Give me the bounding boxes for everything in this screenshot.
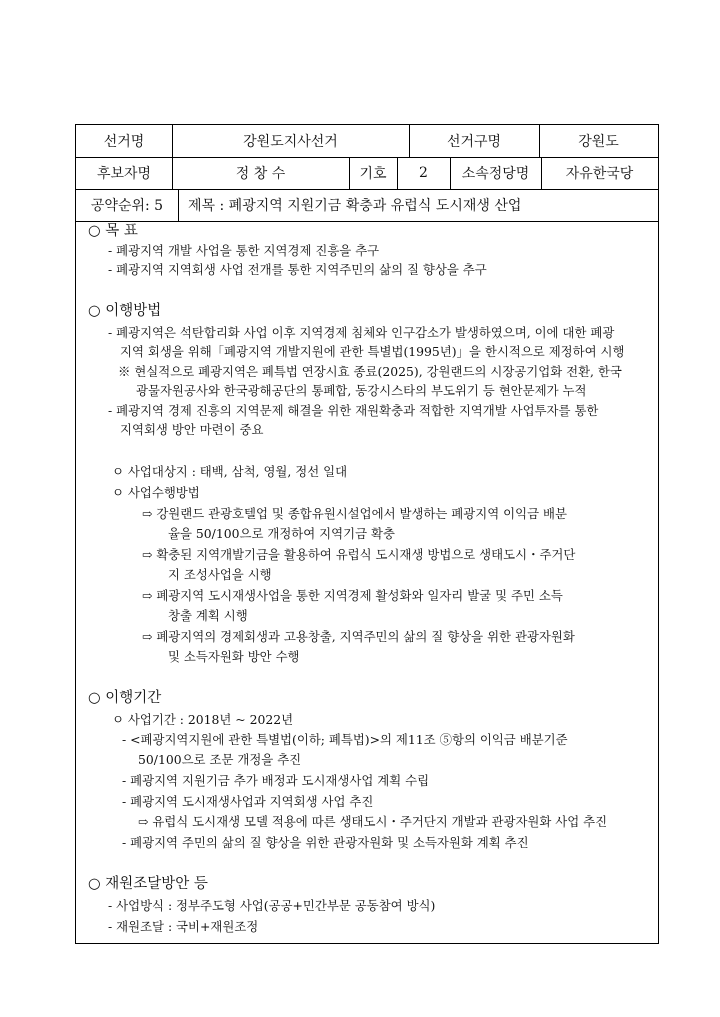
party-value: 자유한국당 — [565, 166, 634, 182]
section-goal-heading: ○ 목 표 — [88, 223, 138, 239]
execution-item-cont: 율을 50/100으로 개정하여 지역기금 확충 — [168, 526, 395, 541]
target-area: ㅇ 사업대상지 : 태백, 삼척, 영월, 정선 일대 — [112, 464, 348, 479]
candidate-label: 후보자명 — [96, 166, 152, 182]
pledge-order: 공약순위: 5 — [90, 198, 164, 214]
candidate-value: 정 창 수 — [235, 166, 286, 182]
execution-item-cont: 및 소득자원화 방안 수행 — [168, 649, 300, 664]
district-value: 강원도 — [578, 134, 619, 150]
period-range: ㅇ 사업기간 : 2018년 ~ 2022년 — [112, 712, 294, 727]
execution-item-cont: 지 조성사업을 시행 — [168, 567, 272, 582]
election-label: 선거명 — [103, 134, 145, 150]
execution-item: ⇨ 폐광지역 도시재생사업을 통한 지역경제 활성화와 일자리 발굴 및 주민 소득 — [142, 588, 563, 603]
execution-item: ⇨ 강원랜드 관광호텔업 및 종합유원시설업에서 발생하는 폐광지역 이익금 배분 — [142, 506, 567, 521]
number-value: 2 — [419, 165, 428, 181]
method-note: ※ 현실적으로 폐광지역은 폐특법 연장시효 종료(2025), 강원랜드의 시장공기업화 전환, 한국 — [118, 364, 622, 379]
method-item-cont: 지역회생 방안 마련이 중요 — [120, 422, 264, 437]
method-item: - 폐광지역은 석탄합리화 사업 이후 지역경제 침체와 인구감소가 발생하였으며, 이에 대한 폐광 — [108, 325, 615, 340]
period-subitem: ⇨ 유럽식 도시재생 모델 적용에 따른 생태도시・주거단지 개발과 관광자원화 사업 추진 — [138, 814, 608, 829]
pledge-document — [75, 124, 659, 944]
execution-method-heading: ㅇ 사업수행방법 — [112, 485, 200, 500]
funding-item: - 사업방식 : 정부주도형 사업(공공+민간부문 공동참여 방식) — [108, 898, 436, 913]
goal-item: - 폐광지역 지역회생 사업 전개를 통한 지역주민의 삶의 질 향상을 추구 — [108, 262, 487, 277]
header-row-1 — [76, 125, 658, 158]
party-label: 소속정당명 — [461, 166, 530, 182]
header-row-2 — [76, 157, 658, 190]
period-item: - 폐광지역 도시재생사업과 지역회생 사업 추진 — [122, 794, 374, 809]
period-item: - 폐광지역 주민의 삶의 질 향상을 위한 관광자원화 및 소득자원화 계획 추진 — [122, 835, 529, 850]
election-value: 강원도지사선거 — [243, 134, 338, 150]
section-method-heading: ○ 이행방법 — [88, 303, 162, 319]
method-item: - 폐광지역 경제 진흥의 지역문제 해결을 위한 재원확충과 적합한 지역개발 사업투자를 통한 — [108, 403, 599, 418]
method-item-cont: 지역 회생을 위해「폐광지역 개발지원에 관한 특별법(1995년)」을 한시적으로 제정하여 시행 — [120, 344, 625, 359]
goal-item: - 폐광지역 개발 사업을 통한 지역경제 진흥을 추구 — [108, 243, 380, 258]
section-funding-heading: ○ 재원조달방안 등 — [88, 876, 208, 892]
execution-item-cont: 창출 계획 시행 — [168, 608, 248, 623]
pledge-body — [76, 221, 658, 943]
section-period-heading: ○ 이행기간 — [88, 690, 162, 706]
period-item-cont: 50/100으로 조문 개정을 추진 — [138, 752, 302, 767]
district-label: 선거구명 — [446, 134, 502, 150]
period-item: - <폐광지역지원에 관한 특별법(이하; 폐특법)>의 제11조 ⑤항의 이익금 배분기준 — [122, 732, 568, 747]
execution-item: ⇨ 확충된 지역개발기금을 활용하여 유럽식 도시재생 방법으로 생태도시・주거단 — [142, 547, 576, 562]
execution-item: ⇨ 폐광지역의 경제회생과 고용창출, 지역주민의 삶의 질 향상을 위한 관광자원화 — [142, 629, 575, 644]
pledge-title: 제목 : 폐광지역 지원기금 확충과 유럽식 도시재생 산업 — [188, 198, 522, 214]
method-note-cont: 광물자원공사와 한국광해공단의 통폐합, 동강시스타의 부도위기 등 현안문제가 누적 — [136, 383, 587, 398]
funding-item: - 재원조달 : 국비+재원조정 — [108, 919, 259, 934]
number-label: 기호 — [359, 166, 387, 182]
period-item: - 폐광지역 지원기금 추가 배정과 도시재생사업 계획 수립 — [122, 773, 430, 788]
header-row-3 — [76, 189, 658, 222]
